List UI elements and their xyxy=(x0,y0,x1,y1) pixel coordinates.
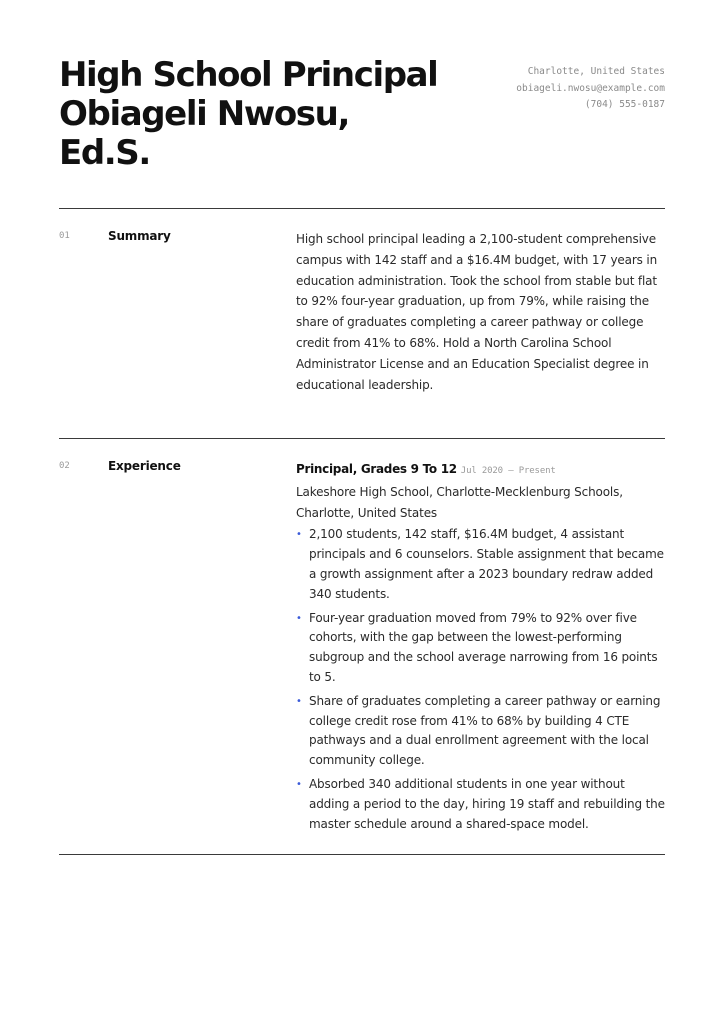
section-divider xyxy=(59,854,665,855)
bullet-text: 2,100 students, 142 staff, $16.4M budget, 4 assistant principals and 6 counselors. Stable assignment that became a growth assignment after a 2023 boundary redraw added 340 students. xyxy=(309,527,664,601)
bullet-text: Absorbed 340 additional students in one year without adding a period to the day, hiring 19 staff and rebuilding the master schedule around a shared-space model. xyxy=(309,776,665,831)
bullet-text: Share of graduates completing a career pathway or earning college credit rose from 41% to 68% by building 4 CTE pathways and a dual enrollment agreement with the local community college. xyxy=(309,693,661,768)
section-divider xyxy=(59,438,665,439)
section-divider xyxy=(59,208,665,209)
job-entry xyxy=(296,459,665,834)
summary-section xyxy=(59,229,665,419)
section-number: 02 xyxy=(59,461,70,471)
bullet-dot-icon: • xyxy=(296,529,302,541)
bullet-dot-icon: • xyxy=(296,612,302,624)
section-title: Summary xyxy=(108,229,171,243)
job-dates: Jul 2020 – Present xyxy=(460,466,556,476)
bullet-text: Four-year graduation moved from 79% to 92% over five cohorts, with the gap between the lowest-performing subgroup and the school average narrowing from 16 points to 5. xyxy=(309,610,658,684)
summary-body xyxy=(296,229,665,395)
job-bullets xyxy=(296,525,665,834)
contact-location: Charlotte, United States xyxy=(527,66,665,77)
resume-header xyxy=(59,56,665,186)
list-item xyxy=(296,609,665,688)
job-title: Principal, Grades 9 To 12 xyxy=(296,462,457,476)
section-title: Experience xyxy=(108,459,181,473)
summary-text: High school principal leading a 2,100-student comprehensive campus with 142 staff and a $16.4M budget, with 17 years in education administration. Took the school from stable but flat to 92% four-year graduation, up from 79%, while raising the share of graduates completing a career pathway or college credit from 41% to 68%. Hold a North Carolina School Administrator License and an Education Specialist degree in educational leadership. xyxy=(296,232,658,392)
candidate-name: High School Principal Obiageli Nwosu, Ed.S. xyxy=(59,55,438,173)
contact-email[interactable]: obiageli.nwosu@example.com xyxy=(516,82,665,94)
experience-body xyxy=(296,459,665,838)
bullet-dot-icon: • xyxy=(296,778,302,790)
section-number: 01 xyxy=(59,231,70,241)
bullet-dot-icon: • xyxy=(296,695,302,707)
job-header xyxy=(296,459,665,482)
contact-block xyxy=(516,64,665,114)
list-item xyxy=(296,692,665,771)
job-organization: Lakeshore High School, Charlotte-Mecklenburg Schools, Charlotte, United States xyxy=(296,484,623,520)
resume-page xyxy=(59,0,665,1024)
experience-section xyxy=(59,459,665,839)
list-item xyxy=(296,775,665,834)
contact-phone[interactable]: (704) 555-0187 xyxy=(584,99,665,110)
list-item xyxy=(296,525,665,604)
